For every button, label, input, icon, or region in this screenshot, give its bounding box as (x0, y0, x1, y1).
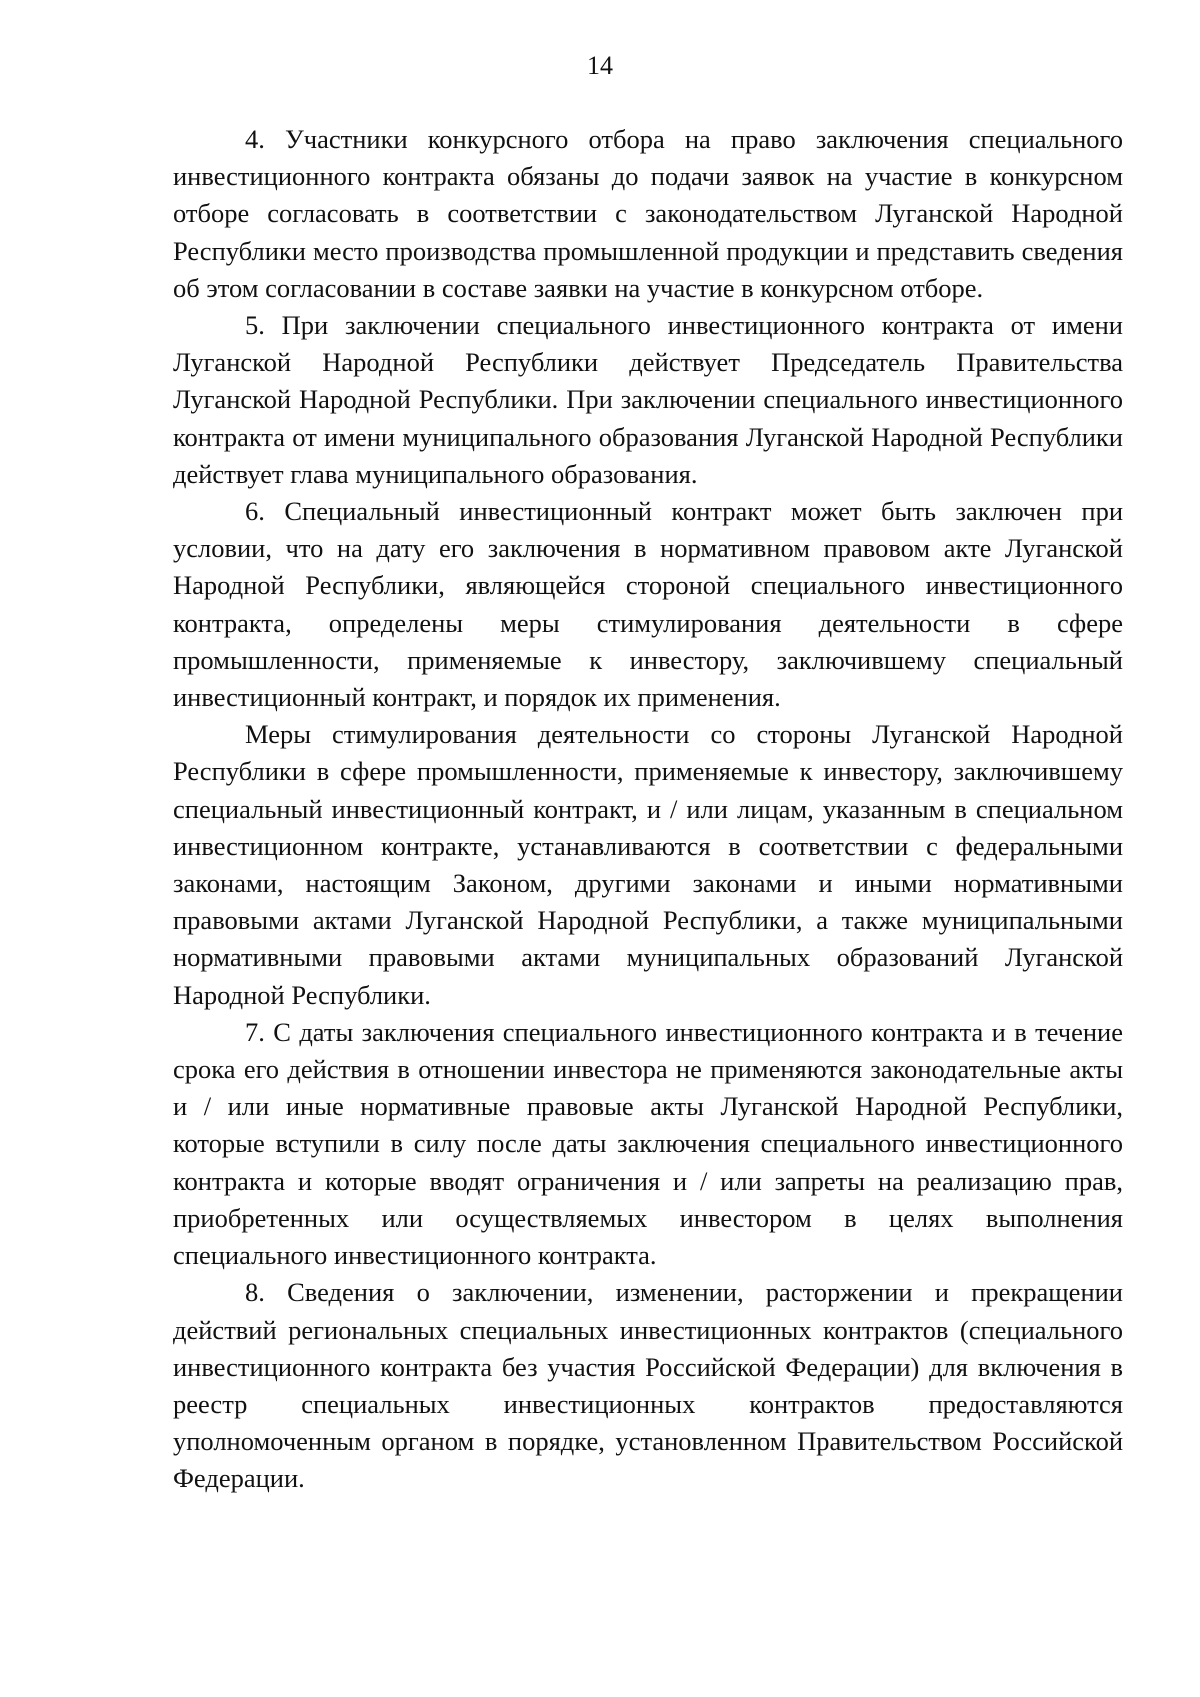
paragraph-item-8: 8. Сведения о заключении, изменении, расторжении и прекращении действий региональных специальных инвестиционных контрактов (специального инвестиционного контракта без участия Российской Федерации) для включения в реестр специальных инвестиционных контрактов предоставляются уполномоченным органом в порядке, установленном Правительством Российской Федерации. (173, 1277, 1123, 1494)
paragraph-item-5: 5. При заключении специального инвестиционного контракта от имени Луганской Народной Республики действует Председатель Правительства Луганской Народной Республики. При заключении специального инвестиционного контракта от имени муниципального образования Луганской Народной Республики действует глава муниципального образования. (173, 310, 1123, 489)
paragraph-item-4: 4. Участники конкурсного отбора на право заключения специального инвестиционного контракта обязаны до подачи заявок на участие в конкурсном отборе согласовать в соответствии с законодательством Луганской Народной Республики место производства промышленной продукции и представить сведения об этом согласовании в составе заявки на участие в конкурсном отборе. (173, 124, 1123, 303)
paragraph-item-6: 6. Специальный инвестиционный контракт может быть заключен при условии, что на дату его заключения в нормативном правовом акте Луганской Народной Республики, являющейся стороной специального инвестиционного контракта, определены меры стимулирования деятельности в сфере промышленности, применяемые к инвестору, заключившему специальный инвестиционный контракт, и порядок их применения. (173, 496, 1123, 713)
paragraph-incentive-measures: Меры стимулирования деятельности со стороны Луганской Народной Республики в сфере промышленности, применяемые к инвестору, заключившему специальный инвестиционный контракт, и / или лицам, указанным в специальном инвестиционном контракте, устанавливаются в соответствии с федеральными законами, настоящим Законом, другими законами и иными нормативными правовыми актами Луганской Народной Республики, а также муниципальными нормативными правовыми актами муниципальных образований Луганской Народной Республики. (173, 719, 1123, 1010)
paragraph-item-7: 7. С даты заключения специального инвестиционного контракта и в течение срока его действия в отношении инвестора не применяются законодательные акты и / или иные нормативные правовые акты Луганской Народной Республики, которые вступили в силу после даты заключения специального инвестиционного контракта и которые вводят ограничения и / или запреты на реализацию прав, приобретенных или осуществляемых инвестором в целях выполнения специального инвестиционного контракта. (173, 1016, 1123, 1271)
document-body (173, 121, 1123, 1498)
page-number: 14 (587, 51, 613, 80)
